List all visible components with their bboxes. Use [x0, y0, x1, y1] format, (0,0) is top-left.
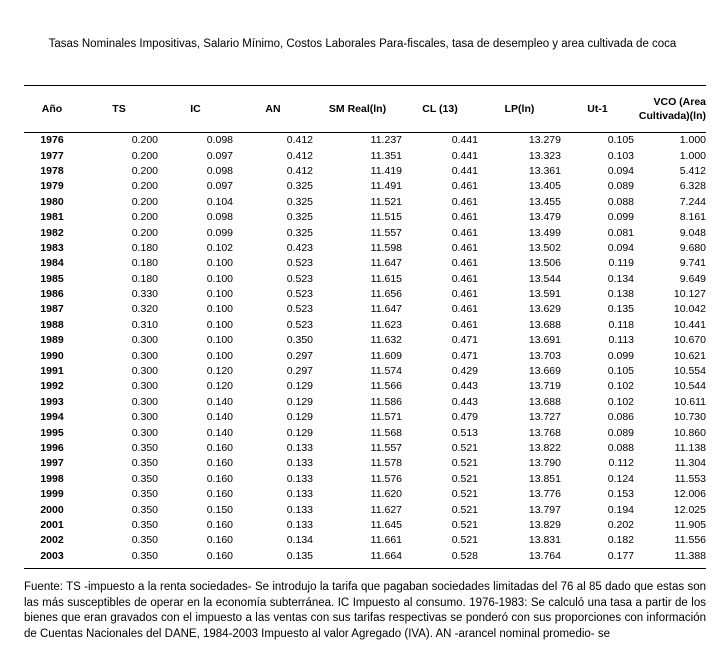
cell-ic: 0.160	[206, 488, 233, 501]
cell-vco: 10.441	[673, 318, 706, 331]
cell-an: 0.523	[286, 303, 313, 316]
cell-sm-real: 11.598	[370, 241, 402, 254]
cell-sm-real: 11.609	[370, 349, 402, 362]
cell-year: 2002	[40, 534, 64, 547]
cell-an: 0.129	[286, 380, 313, 393]
cell-ic: 0.140	[206, 411, 233, 424]
cell-lp: 13.768	[528, 426, 561, 439]
cell-sm-real: 11.419	[370, 164, 402, 177]
cell-cl: 0.471	[451, 349, 478, 362]
cell-an: 0.133	[286, 472, 313, 485]
cell-sm-real: 11.576	[370, 472, 402, 485]
table-row	[24, 256, 706, 271]
cell-lp: 13.405	[528, 180, 561, 193]
cell-ic: 0.098	[206, 134, 233, 147]
cell-ut: 0.094	[607, 241, 634, 254]
table-row	[24, 148, 706, 163]
cell-lp: 13.829	[528, 518, 561, 531]
table-row	[24, 549, 706, 564]
cell-ut: 0.194	[607, 503, 634, 516]
cell-ic: 0.100	[206, 288, 233, 301]
cell-year: 1978	[40, 164, 64, 177]
cell-ic: 0.100	[206, 272, 233, 285]
cell-ut: 0.099	[607, 349, 634, 362]
cell-ut: 0.119	[608, 257, 634, 270]
cell-ic: 0.100	[206, 257, 233, 270]
cell-vco: 12.006	[673, 488, 706, 501]
cell-ic: 0.150	[206, 503, 233, 516]
cell-year: 1999	[40, 488, 64, 501]
cell-vco: 9.649	[679, 272, 706, 285]
cell-an: 0.129	[286, 426, 313, 439]
cell-cl: 0.521	[451, 472, 478, 485]
cell-vco: 11.304	[674, 457, 706, 470]
cell-cl: 0.443	[451, 380, 478, 393]
table-title: Tasas Nominales Impositivas, Salario Mínimo, Costos Laborales Para-fiscales, tasa de desempleo y area cultivada de coca	[48, 38, 677, 50]
cell-ut: 0.182	[607, 534, 634, 547]
cell-cl: 0.441	[451, 149, 478, 162]
cell-an: 0.523	[286, 272, 313, 285]
cell-an: 0.523	[286, 318, 313, 331]
cell-ic: 0.100	[206, 349, 233, 362]
cell-cl: 0.479	[451, 411, 478, 424]
cell-vco: 11.553	[674, 472, 706, 485]
table-row	[24, 241, 706, 256]
cell-year: 1986	[40, 288, 64, 301]
cell-ut: 0.089	[607, 180, 634, 193]
table-row	[24, 518, 706, 533]
cell-year: 2003	[40, 549, 64, 562]
cell-ts: 0.200	[131, 180, 158, 193]
cell-vco: 11.905	[674, 518, 706, 531]
cell-lp: 13.688	[528, 395, 561, 408]
cell-year: 1989	[40, 334, 64, 347]
cell-ut: 0.105	[607, 365, 634, 378]
cell-ut: 0.118	[608, 318, 634, 331]
table-row	[24, 487, 706, 502]
cell-ut: 0.103	[607, 149, 634, 162]
cell-ts: 0.350	[131, 549, 158, 562]
cell-year: 1981	[40, 211, 64, 224]
cell-lp: 13.831	[528, 534, 561, 547]
cell-ts: 0.200	[131, 149, 158, 162]
cell-sm-real: 11.645	[370, 518, 402, 531]
cell-an: 0.134	[286, 534, 313, 547]
header-an: AN	[265, 103, 281, 115]
cell-vco: 10.621	[673, 349, 706, 362]
cell-ts: 0.300	[131, 380, 158, 393]
cell-vco: 9.048	[679, 226, 706, 239]
cell-cl: 0.461	[451, 226, 478, 239]
cell-ts: 0.200	[131, 134, 158, 147]
cell-vco: 9.680	[679, 241, 706, 254]
table-row	[24, 318, 706, 333]
cell-ut: 0.138	[607, 288, 634, 301]
cell-ic: 0.140	[206, 426, 233, 439]
cell-an: 0.129	[286, 395, 313, 408]
cell-ic: 0.160	[206, 457, 233, 470]
cell-ts: 0.180	[131, 241, 158, 254]
bottom-rule	[24, 568, 706, 569]
cell-vco: 12.025	[673, 503, 706, 516]
cell-ic: 0.160	[206, 518, 233, 531]
table-row	[24, 395, 706, 410]
table-row	[24, 287, 706, 302]
cell-vco: 7.244	[679, 195, 706, 208]
cell-lp: 13.323	[528, 149, 561, 162]
cell-an: 0.135	[286, 549, 313, 562]
cell-vco: 9.741	[679, 257, 706, 270]
cell-sm-real: 11.578	[370, 457, 402, 470]
cell-an: 0.133	[286, 503, 313, 516]
cell-cl: 0.461	[451, 318, 478, 331]
cell-ts: 0.180	[131, 257, 158, 270]
cell-lp: 13.499	[528, 226, 561, 239]
table-row	[24, 533, 706, 548]
cell-ts: 0.200	[131, 211, 158, 224]
cell-ts: 0.320	[131, 303, 158, 316]
cell-cl: 0.521	[451, 534, 478, 547]
table-row	[24, 132, 706, 148]
cell-year: 1985	[40, 272, 64, 285]
header-lp: LP(ln)	[504, 103, 535, 115]
table-row	[24, 333, 706, 348]
cell-sm-real: 11.647	[370, 303, 402, 316]
table-row	[24, 179, 706, 194]
cell-ut: 0.112	[608, 457, 634, 470]
cell-ic: 0.160	[206, 549, 233, 562]
cell-ic: 0.160	[206, 534, 233, 547]
cell-ts: 0.300	[131, 365, 158, 378]
table-row	[24, 425, 706, 440]
cell-lp: 13.703	[528, 349, 561, 362]
cell-sm-real: 11.632	[370, 334, 402, 347]
cell-an: 0.133	[286, 488, 313, 501]
cell-sm-real: 11.586	[370, 395, 402, 408]
cell-cl: 0.461	[451, 211, 478, 224]
cell-sm-real: 11.351	[370, 149, 402, 162]
cell-ts: 0.200	[131, 195, 158, 208]
cell-lp: 13.688	[528, 318, 561, 331]
header-vco-line1: VCO (Area	[653, 96, 706, 108]
cell-vco: 10.042	[673, 303, 706, 316]
cell-vco: 10.554	[673, 365, 706, 378]
cell-ut: 0.105	[607, 134, 634, 147]
cell-ut: 0.134	[607, 272, 634, 285]
source-footnote: Fuente: TS -impuesto a la renta sociedades- Se introdujo la tarifa que pagaban sociedades limitadas del 76 al 85 dado que estas son las más susceptibles de operar en la economía subterránea. IC Impuesto al consumo. 1976-1983: Se calculó una tasa a partir de los bienes que eran gravados con el impuesto a las ventas con sus tarifas respectivas se ponderó con sus proporciones con información de Cuentas Nacionales del DANE, 1984-2003 Impuesto al valor Agregado (IVA). AN -arancel nominal promedio- se	[24, 581, 706, 640]
cell-ic: 0.160	[206, 472, 233, 485]
cell-ic: 0.100	[206, 318, 233, 331]
cell-cl: 0.443	[451, 395, 478, 408]
cell-an: 0.523	[286, 288, 313, 301]
cell-sm-real: 11.557	[370, 442, 402, 454]
cell-ut: 0.081	[607, 226, 634, 239]
cell-year: 1977	[40, 149, 64, 162]
cell-an: 0.412	[286, 149, 313, 162]
cell-year: 1998	[40, 472, 64, 485]
cell-cl: 0.521	[451, 457, 478, 470]
cell-sm-real: 11.491	[370, 180, 402, 193]
cell-ts: 0.300	[131, 349, 158, 362]
cell-cl: 0.461	[451, 272, 478, 285]
cell-cl: 0.521	[451, 442, 478, 454]
cell-vco: 8.161	[679, 211, 706, 224]
cell-an: 0.412	[286, 134, 313, 147]
cell-vco: 10.127	[673, 288, 706, 301]
cell-cl: 0.461	[451, 180, 478, 193]
cell-lp: 13.279	[528, 134, 561, 147]
cell-cl: 0.471	[451, 334, 478, 347]
cell-vco: 11.138	[674, 442, 706, 454]
cell-lp: 13.719	[528, 380, 561, 393]
cell-lp: 13.544	[528, 272, 561, 285]
cell-cl: 0.461	[451, 195, 478, 208]
cell-ts: 0.350	[131, 518, 158, 531]
cell-cl: 0.461	[451, 288, 478, 301]
cell-year: 2001	[40, 518, 64, 531]
table-row	[24, 210, 706, 225]
table-row	[24, 456, 706, 471]
cell-vco: 10.611	[674, 395, 706, 408]
cell-an: 0.423	[286, 241, 313, 254]
cell-vco: 1.000	[679, 149, 706, 162]
table-body	[24, 132, 706, 564]
cell-ts: 0.300	[131, 411, 158, 424]
cell-year: 2000	[40, 503, 64, 516]
cell-sm-real: 11.647	[370, 257, 402, 270]
cell-cl: 0.528	[451, 549, 478, 562]
cell-vco: 10.730	[673, 411, 706, 424]
table-row	[24, 441, 706, 456]
cell-lp: 13.764	[528, 549, 561, 562]
cell-ic: 0.120	[206, 365, 233, 378]
cell-an: 0.412	[286, 164, 313, 177]
cell-ts: 0.300	[131, 426, 158, 439]
header-ts: TS	[112, 103, 126, 115]
cell-vco: 11.388	[674, 549, 706, 562]
cell-ut: 0.099	[607, 211, 634, 224]
cell-ut: 0.177	[607, 549, 634, 562]
cell-an: 0.325	[286, 226, 313, 239]
cell-sm-real: 11.664	[370, 549, 402, 562]
cell-ts: 0.350	[131, 488, 158, 501]
cell-ts: 0.350	[131, 457, 158, 470]
cell-ic: 0.099	[206, 226, 233, 239]
cell-lp: 13.591	[528, 288, 561, 301]
cell-lp: 13.797	[528, 503, 561, 516]
cell-an: 0.350	[286, 334, 313, 347]
cell-year: 1980	[40, 195, 64, 208]
cell-year: 1993	[40, 395, 64, 408]
cell-an: 0.325	[286, 195, 313, 208]
cell-lp: 13.479	[528, 211, 561, 224]
cell-year: 1995	[40, 426, 64, 439]
cell-ts: 0.350	[131, 472, 158, 485]
cell-an: 0.129	[286, 411, 313, 424]
cell-an: 0.297	[286, 349, 313, 362]
cell-sm-real: 11.615	[370, 272, 402, 285]
cell-ts: 0.200	[131, 226, 158, 239]
header-ic: IC	[190, 103, 201, 115]
cell-year: 1976	[40, 134, 64, 147]
cell-an: 0.297	[286, 365, 313, 378]
cell-year: 1984	[40, 257, 64, 270]
cell-an: 0.133	[286, 518, 313, 531]
cell-ut: 0.094	[607, 164, 634, 177]
cell-lp: 13.851	[528, 472, 561, 485]
cell-year: 1982	[40, 226, 64, 239]
cell-ut: 0.089	[607, 426, 634, 439]
cell-ic: 0.098	[206, 211, 233, 224]
cell-ic: 0.104	[206, 195, 233, 208]
cell-ut: 0.088	[607, 195, 634, 208]
cell-ut: 0.124	[607, 472, 634, 485]
cell-ts: 0.300	[131, 395, 158, 408]
table-row	[24, 502, 706, 517]
cell-an: 0.325	[286, 180, 313, 193]
cell-ut: 0.102	[607, 395, 634, 408]
cell-sm-real: 11.620	[370, 488, 402, 501]
table-row	[24, 379, 706, 394]
cell-an: 0.523	[286, 257, 313, 270]
cell-vco: 10.544	[673, 380, 706, 393]
cell-year: 1983	[40, 241, 64, 254]
cell-sm-real: 11.557	[370, 226, 402, 239]
header-year: Año	[41, 103, 63, 115]
cell-an: 0.325	[286, 211, 313, 224]
data-table	[24, 86, 706, 564]
cell-lp: 13.506	[528, 257, 561, 270]
cell-year: 1979	[40, 180, 64, 193]
cell-ts: 0.200	[131, 164, 158, 177]
table-row	[24, 164, 706, 179]
cell-sm-real: 11.661	[370, 534, 402, 547]
table-row	[24, 364, 706, 379]
cell-vco: 6.328	[679, 180, 706, 193]
cell-lp: 13.361	[528, 164, 561, 177]
cell-ts: 0.180	[131, 272, 158, 285]
cell-cl: 0.461	[451, 257, 478, 270]
cell-ts: 0.350	[131, 442, 158, 454]
cell-cl: 0.461	[451, 241, 478, 254]
cell-cl: 0.441	[451, 134, 478, 147]
cell-ic: 0.100	[206, 334, 233, 347]
cell-year: 1991	[40, 365, 64, 378]
cell-cl: 0.521	[451, 488, 478, 501]
cell-ut: 0.135	[607, 303, 634, 316]
cell-ic: 0.160	[206, 442, 233, 454]
cell-ut: 0.102	[607, 380, 634, 393]
cell-ts: 0.350	[131, 534, 158, 547]
cell-year: 1997	[40, 457, 64, 470]
cell-cl: 0.513	[451, 426, 478, 439]
cell-ut: 0.202	[607, 518, 634, 531]
cell-lp: 13.822	[528, 442, 561, 454]
table-row	[24, 410, 706, 425]
header-cl: CL (13)	[422, 103, 458, 115]
cell-lp: 13.727	[528, 411, 561, 424]
table-row	[24, 302, 706, 317]
cell-sm-real: 11.237	[370, 134, 402, 147]
header-sm-real: SM Real(ln)	[328, 103, 387, 115]
cell-ut: 0.086	[607, 411, 634, 424]
cell-sm-real: 11.568	[370, 426, 402, 439]
cell-year: 1992	[40, 380, 64, 393]
table-row	[24, 225, 706, 240]
cell-vco: 5.412	[679, 164, 706, 177]
cell-lp: 13.776	[528, 488, 561, 501]
cell-lp: 13.669	[528, 365, 561, 378]
header-vco-line2: Cultivada)(ln)	[638, 110, 706, 122]
cell-ic: 0.097	[206, 149, 233, 162]
cell-sm-real: 11.623	[370, 318, 402, 331]
cell-ts: 0.300	[131, 334, 158, 347]
cell-ts: 0.330	[131, 288, 158, 301]
cell-lp: 13.502	[528, 241, 561, 254]
cell-cl: 0.461	[451, 303, 478, 316]
cell-sm-real: 11.521	[370, 195, 402, 208]
cell-sm-real: 11.566	[370, 380, 402, 393]
cell-vco: 11.556	[674, 534, 706, 547]
header-ut: Ut-1	[587, 103, 608, 115]
table-row	[24, 348, 706, 363]
table-row	[24, 195, 706, 210]
cell-year: 1987	[40, 303, 64, 316]
cell-year: 1990	[40, 349, 64, 362]
cell-year: 1996	[40, 442, 64, 454]
cell-year: 1994	[40, 411, 64, 424]
table-row	[24, 472, 706, 487]
cell-ic: 0.097	[206, 180, 233, 193]
cell-lp: 13.691	[528, 334, 561, 347]
cell-ts: 0.350	[131, 503, 158, 516]
cell-sm-real: 11.574	[370, 365, 402, 378]
cell-ut: 0.088	[607, 442, 634, 454]
cell-ut: 0.113	[608, 334, 634, 347]
cell-sm-real: 11.656	[370, 288, 402, 301]
cell-an: 0.133	[286, 442, 313, 454]
cell-vco: 10.670	[673, 334, 706, 347]
cell-sm-real: 11.515	[370, 211, 402, 224]
cell-lp: 13.455	[528, 195, 561, 208]
cell-vco: 1.000	[679, 134, 706, 147]
cell-an: 0.133	[286, 457, 313, 470]
cell-cl: 0.441	[451, 164, 478, 177]
cell-sm-real: 11.571	[370, 411, 402, 424]
cell-ic: 0.120	[206, 380, 233, 393]
cell-cl: 0.429	[451, 365, 478, 378]
header-row	[24, 86, 706, 132]
cell-ic: 0.098	[206, 164, 233, 177]
cell-ic: 0.140	[206, 395, 233, 408]
cell-ut: 0.153	[607, 488, 634, 501]
cell-sm-real: 11.627	[370, 503, 402, 516]
cell-ic: 0.100	[206, 303, 233, 316]
cell-cl: 0.521	[451, 518, 478, 531]
cell-lp: 13.790	[528, 457, 561, 470]
cell-lp: 13.629	[528, 303, 561, 316]
header-vco	[634, 86, 706, 132]
cell-ic: 0.102	[206, 241, 233, 254]
cell-ts: 0.310	[131, 318, 158, 331]
cell-year: 1988	[40, 318, 64, 331]
table-row	[24, 272, 706, 287]
cell-cl: 0.521	[451, 503, 478, 516]
cell-vco: 10.860	[673, 426, 706, 439]
